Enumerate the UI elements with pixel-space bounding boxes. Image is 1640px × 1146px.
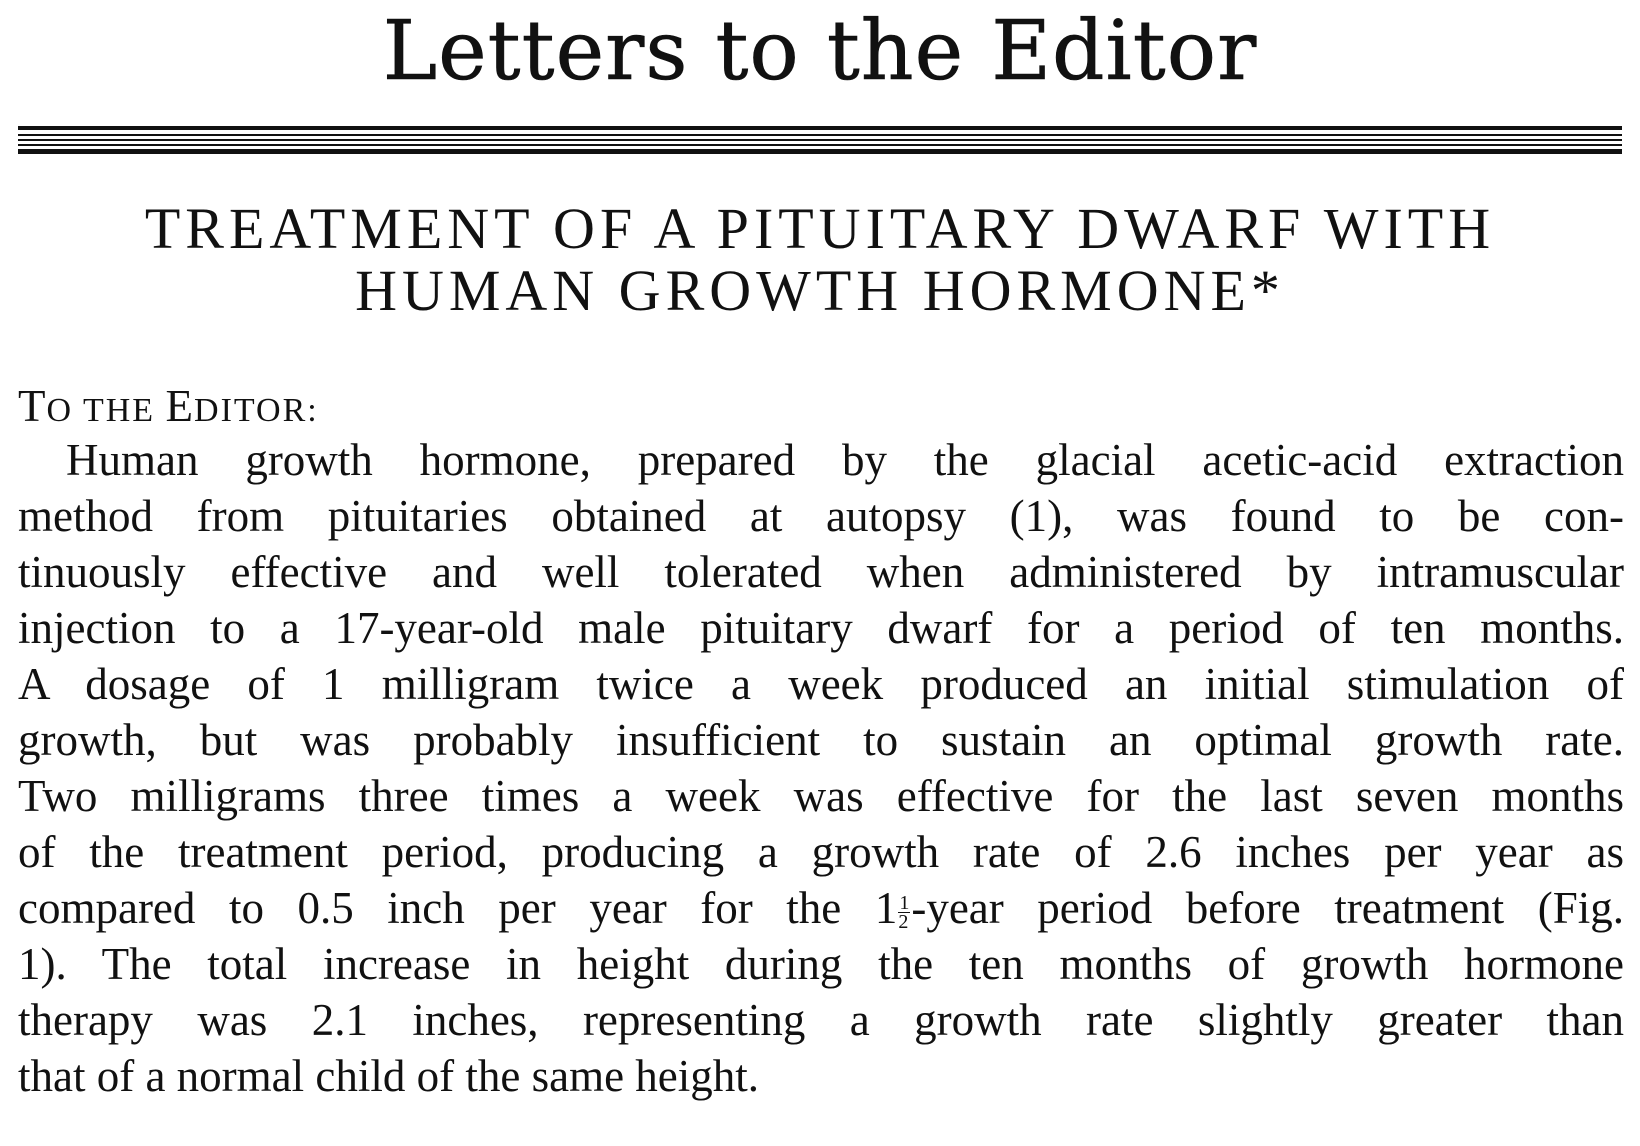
- body-line-7: Two milligrams three times a week was effective for the last seven months: [18, 771, 1624, 821]
- rule-line-hatch-1: [18, 134, 1622, 136]
- salutation-editor-capital: E: [165, 381, 195, 431]
- fraction-line-after: -year period before treatment (Fig.: [911, 883, 1624, 933]
- rule-line-hatch-2: [18, 139, 1622, 141]
- article-title-line-2: HUMAN GROWTH HORMONE*: [355, 258, 1285, 323]
- salutation-to-rest: O THE: [46, 392, 166, 429]
- fraction-line-before: compared to 0.5 inch per year for the 1: [18, 883, 898, 933]
- salutation-editor-rest: DITOR:: [194, 392, 319, 429]
- body-line-3: tinuously effective and well tolerated when administered by intramuscular: [18, 547, 1624, 597]
- body-line-4: injection to a 17-year-old male pituitary dwarf for a period of ten months.: [18, 603, 1624, 653]
- rule-line-hatch-3: [18, 144, 1622, 146]
- letter-body-paragraph: [18, 432, 1624, 1104]
- body-line-2: method from pituitaries obtained at autopsy (1), was found to be con-: [18, 491, 1624, 541]
- body-line-11: therapy was 2.1 inches, representing a growth rate slightly greater than: [18, 995, 1624, 1045]
- body-line-10: 1). The total increase in height during the ten months of growth hormone: [18, 939, 1624, 989]
- rule-line-top: [18, 126, 1622, 130]
- decorative-double-rule: [18, 126, 1622, 156]
- body-line-5: A dosage of 1 milligram twice a week produced an initial stimulation of: [18, 659, 1624, 709]
- body-line-12: that of a normal child of the same height.: [18, 1051, 760, 1101]
- salutation-to-capital: T: [18, 381, 47, 431]
- body-line-9-with-fraction: [18, 880, 1624, 936]
- body-line-1: Human growth hormone, prepared by the glacial acetic-acid extraction: [66, 435, 1624, 485]
- section-heading: Letters to the Editor: [382, 4, 1258, 99]
- fraction-denominator: 2: [898, 911, 909, 934]
- salutation: [18, 378, 319, 439]
- one-half-fraction: [898, 892, 910, 934]
- article-title: [0, 198, 1640, 322]
- rule-line-bottom: [18, 149, 1622, 154]
- body-line-8: of the treatment period, producing a growth rate of 2.6 inches per year as: [18, 827, 1624, 877]
- body-line-6: growth, but was probably insufficient to sustain an optimal growth rate.: [18, 715, 1624, 765]
- fraction-numerator: 1: [899, 892, 910, 915]
- article-title-line-1: TREATMENT OF A PITUITARY DWARF WITH: [144, 196, 1496, 261]
